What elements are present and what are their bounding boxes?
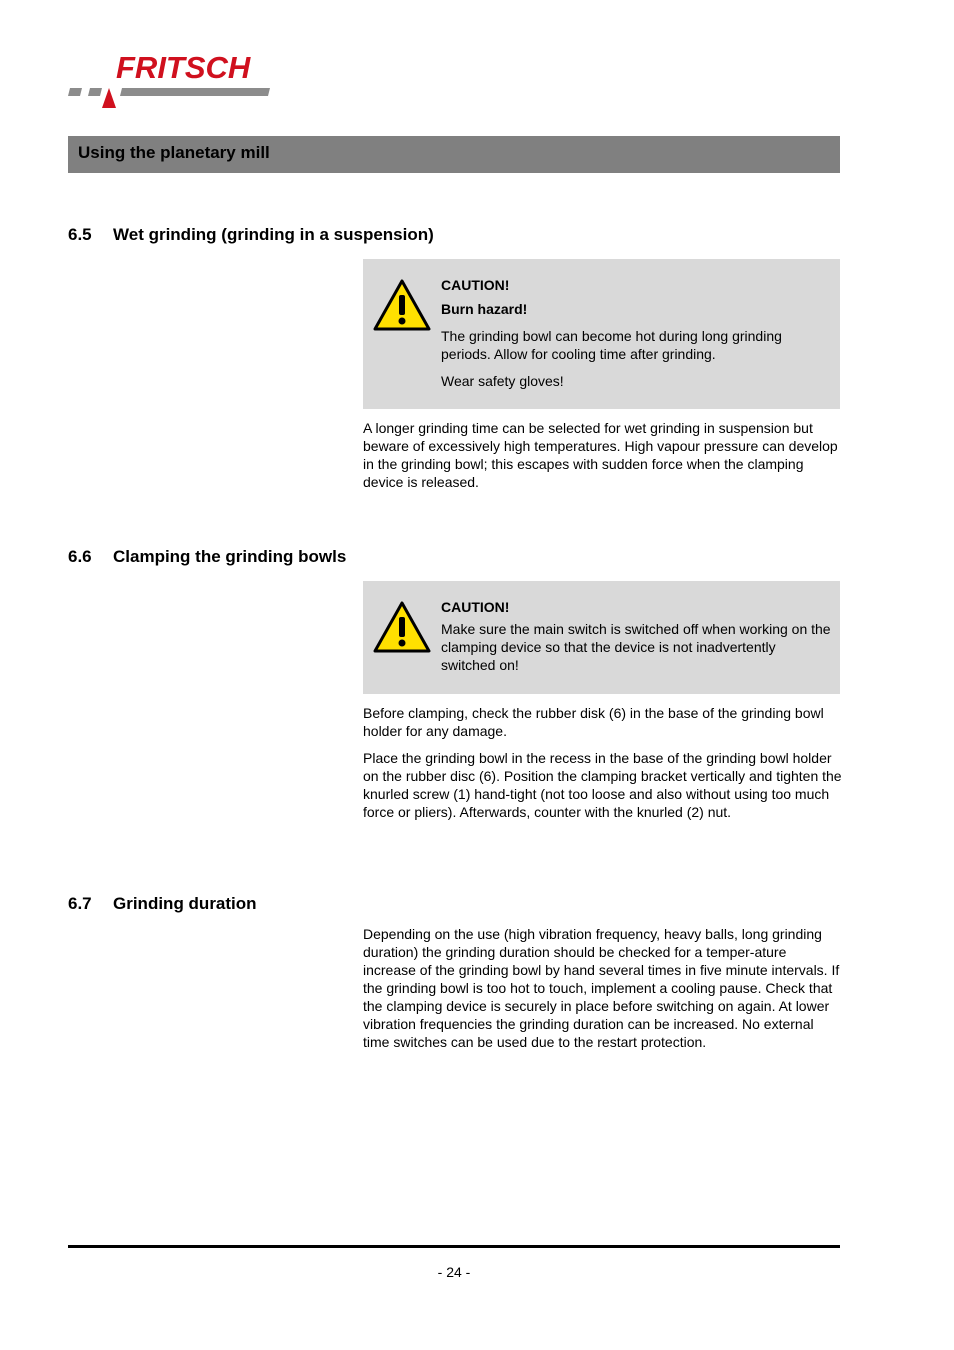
heading-6-7 (68, 894, 257, 914)
paragraph: Place the grinding bowl in the recess in the base of the grinding bowl holder on the rubber disc (6). Position the clamping bracket vertically and tighten the knurled screw (1) hand-tight (not too loose and also without using too much force or pliers). Afterwards, counter with the knurled (2) nut. (363, 750, 842, 820)
footer-divider (68, 1245, 840, 1248)
heading-number: 6.7 (68, 894, 92, 913)
caution-line: Make sure the main switch is switched off when working on the clamping device so that the device is not inadvertently switched on! (441, 621, 831, 673)
page-number: - 24 - (437, 1264, 471, 1280)
caution-subtitle: Burn hazard! (441, 301, 528, 317)
section-header-bar (68, 136, 840, 173)
heading-title: Wet grinding (grinding in a suspension) (113, 225, 434, 244)
caution-box-switch (363, 581, 840, 694)
paragraph: Depending on the use (high vibration frequency, heavy balls, long grinding duration) the grinding duration should be checked for a temper-ature increase of the grinding bowl by hand several times in five minute intervals. If the grinding bowl is too hot to touch, implement a cooling pause. Check that the clamping device is securely in place before switching on again. At lower vibration frequencies the grinding duration can be increased. No external time switches can be used due to the restart protection. (363, 926, 840, 1050)
logo-text: FRITSCH (116, 50, 251, 85)
heading-6-5 (68, 225, 434, 245)
warning-triangle-icon (373, 279, 431, 331)
heading-6-6 (68, 547, 346, 567)
fritsch-logo (66, 52, 286, 112)
body-text-6-5 (363, 419, 843, 500)
body-text-6-7 (363, 925, 843, 1060)
section-title: Using the planetary mill (78, 143, 270, 162)
body-text-6-6 (363, 704, 843, 830)
caution-line: Wear safety gloves! (441, 373, 564, 389)
heading-number: 6.5 (68, 225, 92, 244)
warning-triangle-icon (373, 601, 431, 653)
caution-box-burn (363, 259, 840, 409)
heading-title: Clamping the grinding bowls (113, 547, 347, 566)
caution-label: CAUTION! (441, 599, 510, 615)
caution-line: The grinding bowl can become hot during long grinding periods. Allow for cooling time after grinding. (441, 328, 782, 362)
caution-text (441, 598, 832, 674)
heading-title: Grinding duration (113, 894, 257, 913)
caution-label: CAUTION! (441, 277, 510, 293)
paragraph: A longer grinding time can be selected for wet grinding in suspension but beware of excessively high temperatures. High vapour pressure can develop in the grinding bowl; this escapes with sudden force when the clamping device is released. (363, 420, 838, 490)
caution-text (441, 276, 832, 390)
heading-number: 6.6 (68, 547, 92, 566)
paragraph: Before clamping, check the rubber disk (6) in the base of the grinding bowl holder for any damage. (363, 705, 824, 739)
